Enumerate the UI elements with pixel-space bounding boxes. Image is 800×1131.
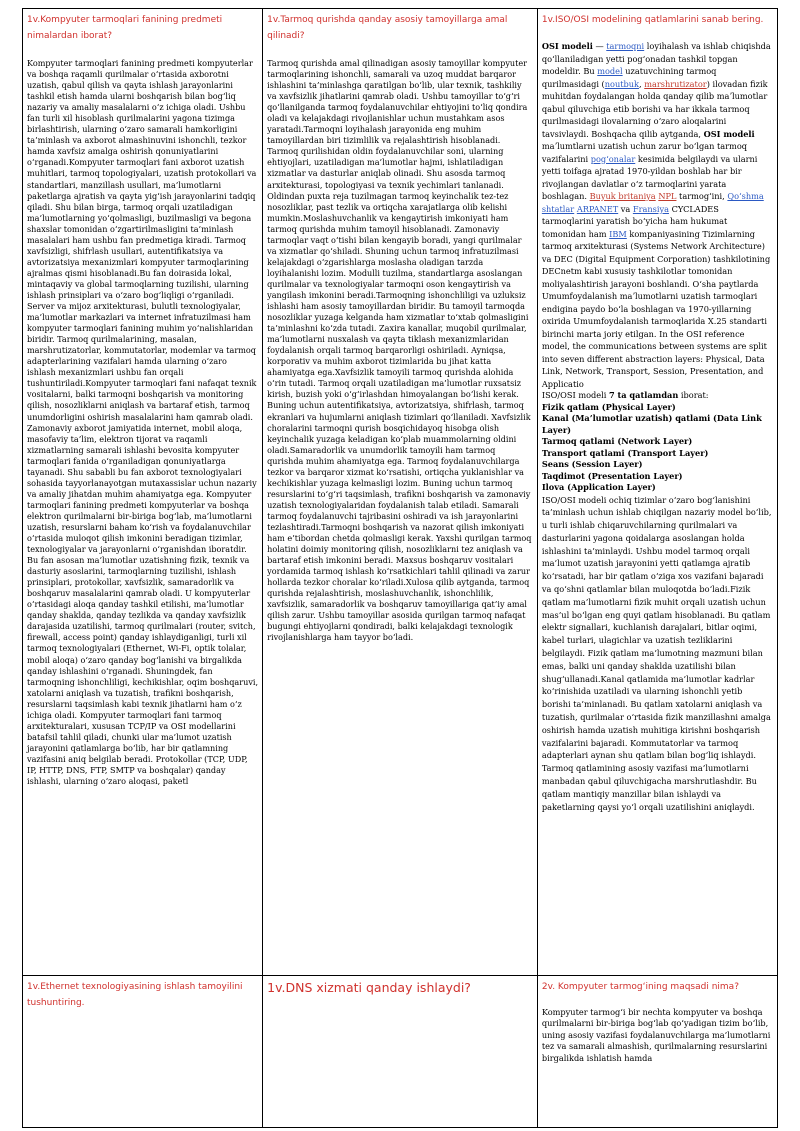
osi-intro-paragraph: OSI modeli — tarmoqni loyihalash va ishlab chiqishda qoʻllaniladigan yetti pogʻonadan tashkil topgan modeldir. Bu model uzatuvchining tarmoq qurilmasidagi (noutbuk, marshrutizator) ilovadan fizik muhitdan foydalangan holda qanday qilib maʼlumotlar qabul qiluvchiga etib borishi va har ikkala tarmoq qurilmasidagi ilovalarning oʻzaro aloqalarini tavsivlaydi. Boshqacha qilib aytganda, OSI modeli maʼlumtlarni uzatish uchun zarur boʻlgan tarmoq vazifalarini pogʻonalar kesimida belgilaydi va ularni yetti toifaga ajratad 1970-yildan boshlab har bir rivojlangan davlatlar oʻz tarmoqlarini yarata boshlagan. Buyuk britaniya NPL tarmogʻini, Qoʻshma shtatlar ARPANET va Fransiya CYCLADES tarmoqlarini yaratish boʻyicha ham hukumat tomonidan ham IBM kompaniyasining Tizimlarning tarmoq arxitekturasi (Systems Network Architecture) va DEC (Digital Equipment Corporation) tashkilotining DECnetm kabi xususiy tashkilotlar tomonidan moliyalashtirish jarayoni boshlandi. Oʻsha paytlarda Umumfoydalanish maʼlumotlarni uzatish tarmoqlari endigina paydo boʻla boshlagan va 1970-yillarning oxirida Umumfoydalanish tarmoqlarida X.25 standarti birinchi marta joriy etilgan. In the OSI reference model, the communications between systems are split into seven different abstraction layers: Physical, Data Link, Network, Transport, Session, Presentation, and Applicatio bbox=[541, 41, 771, 389]
osi-layer-item: Transport qatlami (Transport Layer) bbox=[541, 447, 709, 458]
link-qoshma-shtatlar[interactable]: Qoʻshma shtatlar bbox=[541, 191, 764, 214]
question-title: 1v.Tarmoq qurishda qanday asosiy tamoyillarga amal qilinadi? bbox=[267, 15, 508, 41]
question-title: 1v.Kompyuter tarmoqlari fanining predmeti nimalardan iborat? bbox=[27, 15, 223, 41]
cell-osi-layers bbox=[537, 9, 777, 976]
link-pogonalar[interactable]: pogʻonalar bbox=[590, 153, 636, 164]
question-title: 1v.DNS xizmati qanday ishlaydi? bbox=[267, 980, 471, 995]
osi-layer-item: Tarmoq qatlami (Network Layer) bbox=[541, 436, 693, 446]
link-fransiya[interactable]: Fransiya bbox=[632, 203, 669, 214]
layers-intro: ISO/OSI modeli 7 ta qatlamdan iborat: bbox=[541, 390, 709, 400]
answer-text: Tarmoq qurishda amal qilinadigan asosiy tamoyillar kompyuter tarmoqlarining ishonchli, samarali va uzoq muddat barqaror ishlashini ta’minlashga qaratilgan bo‘lib, ular texnik, tashkiliy va xavfsizlik jihatlarini qamrab oladi. Ushbu tamoyillar to‘g‘ri qo‘llanilganda tarmoq foydalanuvchilar ehtiyojini to‘liq qondira oladi va kelajakdagi rivojlanishlar uchun mustahkam asos yaratadi.Tarmoqni loyihalash jarayonida eng muhim tamoyillardan biri tizimlilik va rejalashtirish hisoblanadi. Tarmoq qurilishidan oldin foydalanuvchilar soni, ularning ehtiyojlari, uzatiladigan ma’lumotlar hajmi, ishlatiladigan xizmatlar va dasturlar aniqlab olinadi. Shu asosda tarmoq arxitekturasi, topologiyasi va texnik yechimlari tanlanadi. Oldindan puxta reja tuzilmagan tarmoq keyinchalik tez-tez nosozliklar, past tezlik va ortiqcha xarajatlarga olib kelishi mumkin.Moslashuvchanlik va kengaytirish imkoniyati ham tarmoq qurishda muhim tamoyil hisoblanadi. Zamonaviy tarmoqlar vaqt o‘tishi bilan kengayib boradi, yangi qurilmalar va xizmatlar qo‘shiladi. Shuning uchun tarmoq infratuzilmasi kelajakdagi o‘zgarishlarga moslasha oladigan tarzda loyihalanishi lozim. Modulli tuzilma, standartlarga asoslangan qurilmalar va texnologiyalar tarmoqni oson kengaytirish va yangilash imkonini beradi.Tarmoqning ishonchliligi va uzluksiz ishlashi ham asosiy tamoyillardan biridir. Bu tamoyil tarmoqda nosozliklar yuzaga kelganda ham xizmatlar to‘xtab qolmasligini ta’minlashni ko‘zda tutadi. Zaxira kanallar, muqobil qurilmalar, ma’lumotlarni nusxalash va qayta tiklash mexanizmlaridan foydalanish orqali tarmoq barqarorligi oshiriladi. Ayniqsa, korporativ va muhim axborot tizimlarida bu jihat katta ahamiyatga ega.Xavfsizlik tamoyili tarmoq qurishda alohida o‘rin tutadi. Tarmoq orqali uzatiladigan ma’lumotlar ruxsatsiz kirish, buzish yoki o‘g‘irlashdan himoyalangan bo‘lishi kerak. Buning uchun autentifikatsiya, avtorizatsiya, shifrlash, tarmoq ekranlari va hujumlarni aniqlash tizimlari qo‘llaniladi. Xavfsizlik choralarini tarmoqni qurish bosqichidayoq hisobga olish keyinchalik yuzaga keladigan ko‘plab muammolarning oldini oladi.Samaradorlik va unumdorlik tamoyili ham tarmoq qurishda muhim ahamiyatga ega. Tarmoq foydalanuvchilarga tezkor va barqaror xizmat ko‘rsatishi, ortiqcha yuklanishlar va kechikishlar yuzaga kelmasligi lozim. Buning uchun tarmoq resurslarini to‘g‘ri taqsimlash, trafikni boshqarish va zamonaviy uzatish texnologiyalaridan foydalanish talab etiladi. Samarali tarmoq foydalanuvchi tajribasini oshiradi va ish jarayonlarini tezlashtiradi.Tarmoqni boshqarish va nazorat qilish imkoniyati ham e’tibordan chetda qolmasligi kerak. Yaxshi qurilgan tarmoq holatini doimiy monitoring qilish, nosozliklarni tez aniqlash va bartaraf etish imkonini beradi. Maxsus boshqaruv vositalari yordamida tarmoq ishlash ko‘rsatkichlari tahlil qilinadi va zarur hollarda tezkor choralar ko‘riladi.Xulosa qilib aytganda, tarmoq qurishda rejalashtirish, moslashuvchanlik, ishonchlilik, xavfsizlik, samaradorlik va boshqaruv tamoyillariga qat’iy amal qilish zarur. Ushbu tamoyillar asosida qurilgan tarmoq nafaqat bugungi ehtiyojlarni qondiradi, balki kelajakdagi texnologik rivojlanishlarga ham tayyor bo‘ladi. bbox=[267, 58, 532, 643]
cell-ethernet bbox=[23, 976, 263, 1128]
question-title: 2v. Kompyuter tarmog‘ining maqsadi nima? bbox=[541, 982, 739, 992]
link-npl[interactable]: NPL bbox=[658, 191, 677, 201]
link-marshrutizator[interactable]: marshrutizator bbox=[644, 78, 707, 89]
question-table bbox=[22, 8, 778, 1128]
osi-layer-item: Taqdimot (Presentation Layer) bbox=[541, 470, 683, 481]
link-arpanet[interactable]: ARPANET bbox=[576, 203, 619, 214]
osi-layer-item: Fizik qatlam (Physical Layer) bbox=[541, 401, 676, 412]
osi-layer-item: Kanal (Ma’lumotlar uzatish) qatlami (Data Link Layer) bbox=[541, 413, 762, 435]
question-title: 1v.ISO/OSI modelining qatlamlarini sanab bering. bbox=[541, 15, 764, 25]
cell-network-purpose bbox=[537, 976, 777, 1128]
cell-dns bbox=[263, 976, 538, 1128]
cell-subject-of-networks bbox=[23, 9, 263, 976]
link-noutbuk[interactable]: noutbuk bbox=[604, 78, 640, 89]
osi-layer-item: Ilova (Application Layer) bbox=[541, 482, 656, 492]
link-buyuk-britaniya[interactable]: Buyuk britaniya bbox=[589, 191, 656, 201]
link-model[interactable]: model bbox=[597, 66, 623, 76]
answer-text: Kompyuter tarmoqlari fanining predmeti kompyuterlar va boshqa raqamli qurilmalar o‘rtasida axborotni uzatish, qabul qilish va qayta ishlash jarayonlarini tashkil etish hamda ularni boshqarish bilan bog‘liq nazariy va amaliy masalalarni o‘z ichiga oladi. Ushbu fan turli xil hisoblash qurilmalarini yagona tizimga birlashtirish, ularning o‘zaro samarali hamkorligini ta’minlash va axborot almashinuvini ishonchli, tezkor hamda xavfsiz amalga oshirish qonuniyatlarini o‘rganadi.Kompyuter tarmoqlari fani axborot uzatish muhitlari, tarmoq topologiyalari, uzatish protokollari va standartlari, manzillash usullari, ma’lumotlarni paketlarga ajratish va qayta yig‘ish jarayonlarini tadqiq qiladi. Shu bilan birga, tarmoq orqali uzatiladigan ma’lumotlarning yo‘qolmasligi, buzilmasligi va begona shaxslar tomonidan o‘zgartirilmasligini ta’minlash masalalari ham ushbu fan predmetiga kiradi. Tarmoq xavfsizligi, shifrlash usullari, autentifikatsiya va avtorizatsiya mexanizmlari kompyuter tarmoqlarining ajralmas qismi hisoblanadi.Bu fan doirasida lokal, mintaqaviy va global tarmoqlarning tuzilishi, ularning ishlash prinsiplari va o‘zaro bog‘liqligi o‘rganiladi. Server va mijoz arxitekturasi, bulutli texnologiyalar, ma’lumotlar markazlari va internet infratuzilmasi ham kompyuter tarmoqlari fanining muhim yo‘nalishlaridan biridir. Tarmoq qurilmalarining, masalan, marshrutizatorlar, kommutatorlar, modemlar va tarmoq adapterlarining vazifalari hamda ularning o‘zaro ishlash mexanizmlari ushbu fan orqali tushuntiriladi.Kompyuter tarmoqlari fani nafaqat texnik vositalarni, balki tarmoqni boshqarish va monitoring qilish, nosozliklarni aniqlash va bartaraf etish, tarmoq unumdorligini oshirish masalalarini ham qamrab oladi. Zamonaviy axborot jamiyatida internet, mobil aloqa, masofaviy ta’lim, elektron tijorat va raqamli xizmatlarning samarali ishlashi bevosita kompyuter tarmoqlari fanida o‘rganiladigan qonuniyatlarga tayanadi. Shu sababli bu fan axborot texnologiyalari sohasida tayyorlanayotgan mutaxassislar uchun nazariy va amaliy jihatdan muhim ahamiyatga ega. Kompyuter tarmoqlari fanining predmeti kompyuterlar va boshqa elektron qurilmalarni bir-biriga bog‘lab, ma’lumotlarni uzatish, resurslarni baham ko‘rish va foydalanuvchilar o‘rtasida muloqot qilish imkonini beradigan tizimlar, texnologiyalar va jarayonlarni o‘rganishdan iboratdir. Bu fan asosan ma’lumotlar uzatishning fizik, texnik va dasturiy asoslarini, tarmoqlarning tuzilishi, ishlash prinsiplari, protokollar, xavfsizlik, samaradorlik va boshqaruv masalalarini qamrab oladi. U kompyuterlar o‘rtasidagi aloqa qanday tashkil etilishi, ma’lumotlar qanday shaklda, qanday tezlikda va qanday xavfsizlik darajasida uzatilishi, tarmoq qurilmalari (router, svitch, firewall, access point) qanday ishlaydiganligi, turli xil tarmoq texnologiyalari (Ethernet, Wi-Fi, optik tolalar, mobil aloqa) o‘zaro qanday bog‘lanishi va birgalikda qanday ishlashini o‘rganadi. Shuningdek, fan tarmoqning ishonchliligi, kechikishlar, oqim boshqaruvi, xatolarni aniqlash va tuzatish, trafikni boshqarish, resurslarni taqsimlash kabi texnik jihatlarni ham o‘z ichiga oladi. Kompyuter tarmoqlari fani tarmoq arxitekturalari, xususan TCP/IP va OSI modellarini batafsil tahlil qiladi, chunki ular ma’lumot uzatish jarayonini qatlamlarga bo‘lib, har bir qatlamning vazifasini aniq belgilab beradi. Protokollar (TCP, UDP, IP, HTTP, DNS, FTP, SMTP va boshqalar) qanday ishlashi, ularning o‘zaro aloqasi, paketl bbox=[27, 58, 259, 787]
link-ibm[interactable]: IBM bbox=[609, 228, 627, 239]
osi-term: OSI modeli bbox=[541, 41, 593, 51]
cell-network-principles bbox=[263, 9, 538, 976]
osi-layer-list bbox=[542, 402, 773, 494]
question-title: 1v.Ethernet texnologiyasining ishlash tamoyilini tushuntiring. bbox=[27, 982, 243, 1008]
osi-layer-item: Seans (Session Layer) bbox=[541, 459, 643, 469]
link-tarmoq[interactable]: tarmoqni bbox=[606, 41, 645, 51]
answer-text: Kompyuter tarmog‘i bir nechta kompyuter va boshqa qurilmalarni bir-biriga bog‘lab qo‘yadigan tizim bo‘lib, uning asosiy vazifasi foydalanuvchilarga ma’lumotlarni tez va samarali almashish, qurilmalarning resurslarini birgalikda ishlatish hamda bbox=[541, 1007, 771, 1063]
osi-detail-paragraph: ISO/OSI modeli ochiq tizimlar o‘zaro bog‘lanishini ta’minlash uchun ishlab chiqilgan nazariy model bo‘lib, u turli ishlab chiqaruvchilarning qurilmalari va dasturlarini yagona qoidalarga asoslangan holda ishlashini ta’minlaydi. Ushbu model tarmoq orqali ma’lumot uzatish jarayonini yetti qatlamga ajratib ko‘rsatadi, har bir qatlam o‘ziga xos vazifani bajaradi va qo‘shni qatlamlar bilan muloqotda bo‘ladi.Fizik qatlam ma’lumotlarni fizik muhit orqali uzatish uchun mas’ul bo‘lgan eng quyi qatlam hisoblanadi. Bu qatlam elektr signallari, kuchlanish darajalari, bitlar oqimi, kabel turlari, ulagichlar va uzatish tezliklarini belgilaydi. Fizik qatlam ma’lumotning mazmuni bilan emas, balki uni qanday shaklda uzatilishi bilan shug‘ullanadi.Kanal qatlamida ma’lumotlar kadrlar ko‘rinishida uzatiladi va ularning ishonchli yetib borishi ta’minlanadi. Bu qatlam xatolarni aniqlash va tuzatish, qurilmalar o‘rtasida fizik manzillashni amalga oshirish hamda uzatish muhitiga kirishni boshqarish vazifalarini bajaradi. Kommutatorlar va tarmoq adapterlari aynan shu qatlam bilan bog‘liq ishlaydi. Tarmoq qatlamining asosiy vazifasi ma’lumotlarni manbadan qabul qiluvchigacha marshrutlashdir. Bu qatlam mantiqiy manzillar bilan ishlaydi va paketlarning qaysi yo‘l orqali uzatilishini aniqlaydi. bbox=[541, 494, 772, 812]
